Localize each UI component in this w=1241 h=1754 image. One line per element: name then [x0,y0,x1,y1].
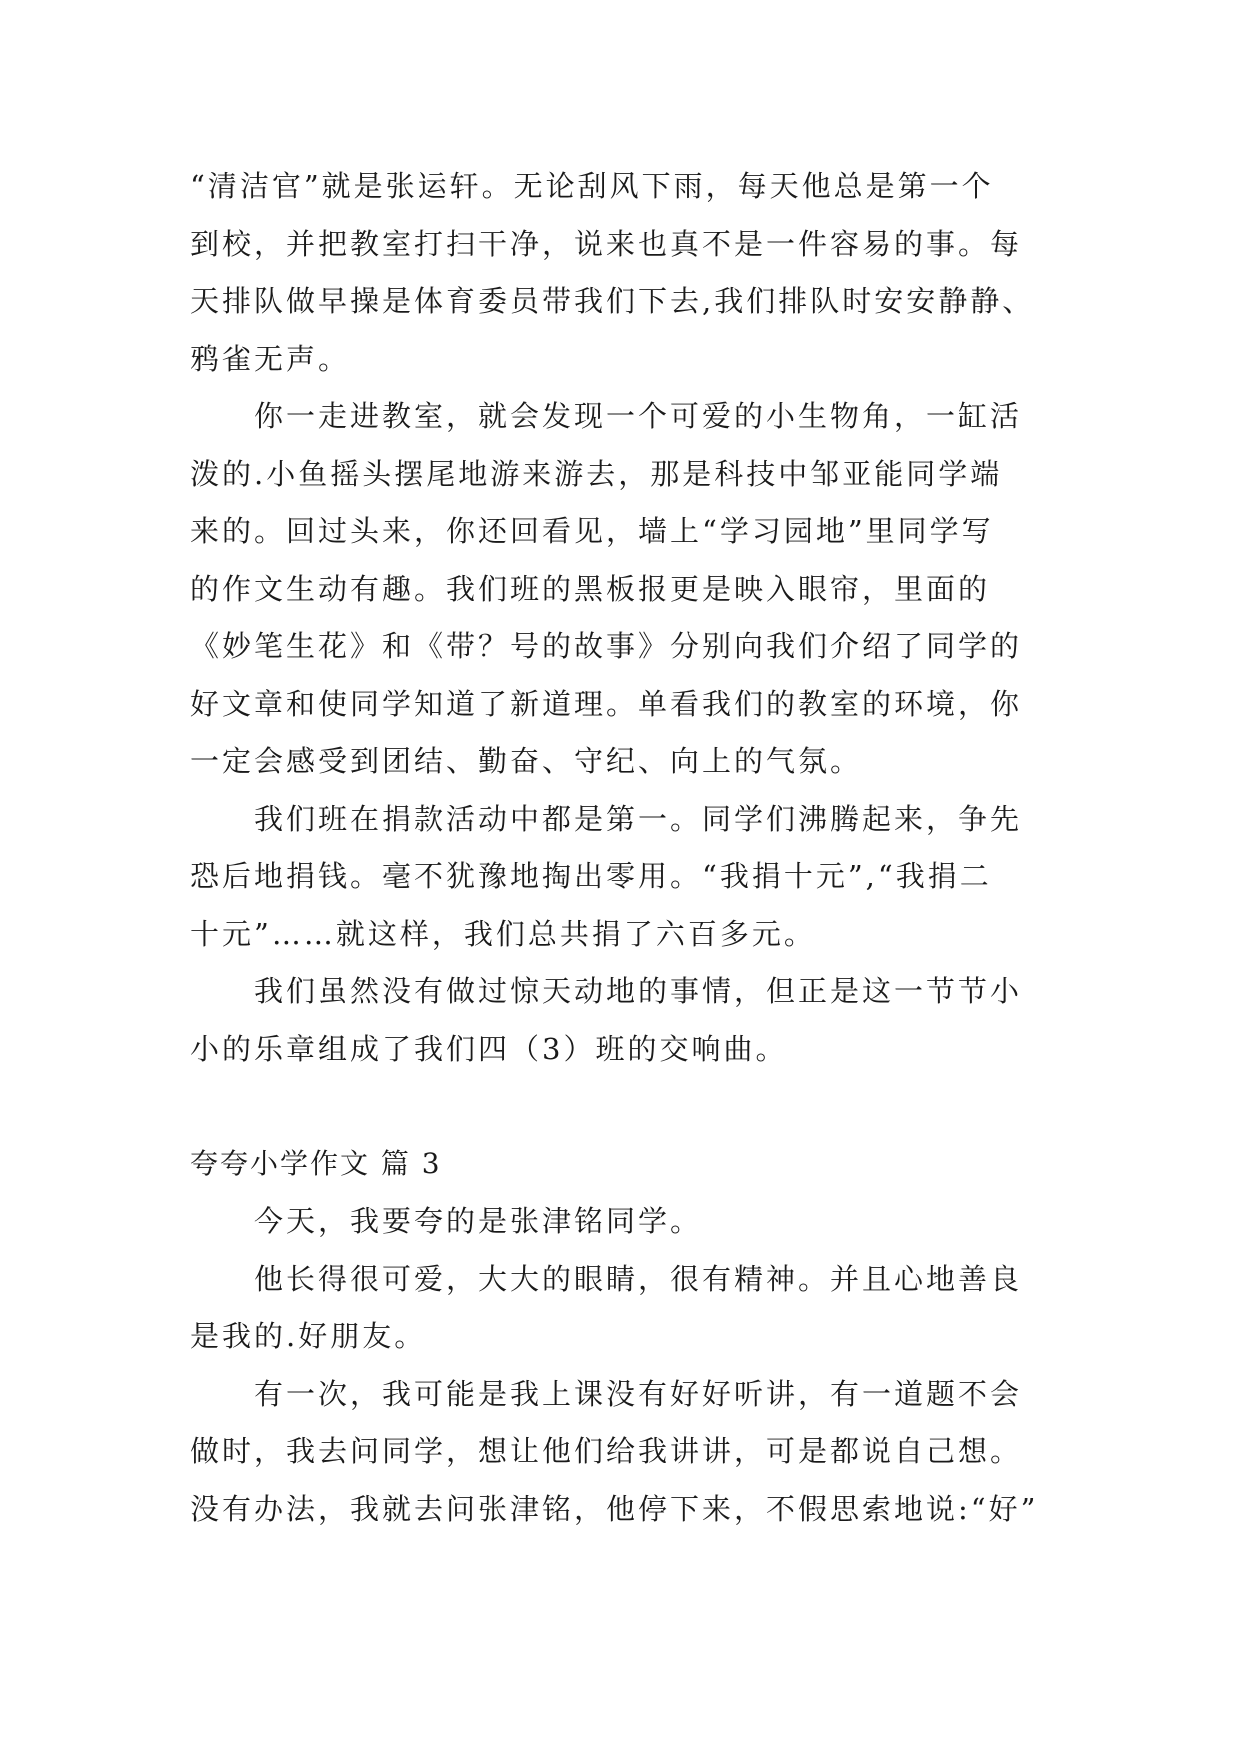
text-line: 十元”……就这样，我们总共捐了六百多元。 [190,917,816,951]
text-line: 我们虽然没有做过惊天动地的事情，但正是这一节节小 [254,974,1023,1008]
text-line: 的作文生动有趣。我们班的黑板报更是映入眼帘，里面的 [190,572,991,606]
text-line: 小的乐章组成了我们四（3）班的交响曲。 [190,1032,788,1066]
text-line: 天排队做早操是体育委员带我们下去,我们排队时安安静静、 [190,284,1035,318]
text-line: 泼的.小鱼摇头摆尾地游来游去，那是科技中邹亚能同学端 [190,457,1003,491]
text-line: 你一走进教室，就会发现一个可爱的小生物角，一缸活 [254,399,1023,433]
text-line: 来的。回过头来，你还回看见，墙上“学习园地”里同学写 [190,514,994,548]
text-line: 今天，我要夸的是张津铭同学。 [254,1204,703,1238]
text-line: 有一次，我可能是我上课没有好好听讲，有一道题不会 [254,1377,1023,1411]
text-line: 做时，我去问同学，想让他们给我讲讲，可是都说自己想。 [190,1434,1023,1468]
text-line: 恐后地捐钱。毫不犹豫地掏出零用。“我捐十元”,“我捐二 [190,859,992,893]
section-heading: 夸夸小学作文 篇 3 [190,1147,442,1180]
text-line: 到校，并把教室打扫干净，说来也真不是一件容易的事。每 [190,227,1023,261]
text-line: 没有办法，我就去问张津铭，他停下来，不假思索地说:“好” [190,1492,1039,1526]
text-line: 他长得很可爱，大大的眼睛，很有精神。并且心地善良 [254,1262,1023,1296]
text-line: 一定会感受到团结、勤奋、守纪、向上的气氛。 [190,744,863,778]
text-line: 我们班在捐款活动中都是第一。同学们沸腾起来，争先 [254,802,1023,836]
text-line: 鸦雀无声。 [190,342,351,376]
text-line: 是我的.好朋友。 [190,1319,427,1353]
text-line: 《妙笔生花》和《带？号的故事》分别向我们介绍了同学的 [190,629,1023,663]
text-line: “清洁官”就是张运轩。无论刮风下雨，每天他总是第一个 [190,169,994,203]
text-line: 好文章和使同学知道了新道理。单看我们的教室的环境，你 [190,687,1023,721]
